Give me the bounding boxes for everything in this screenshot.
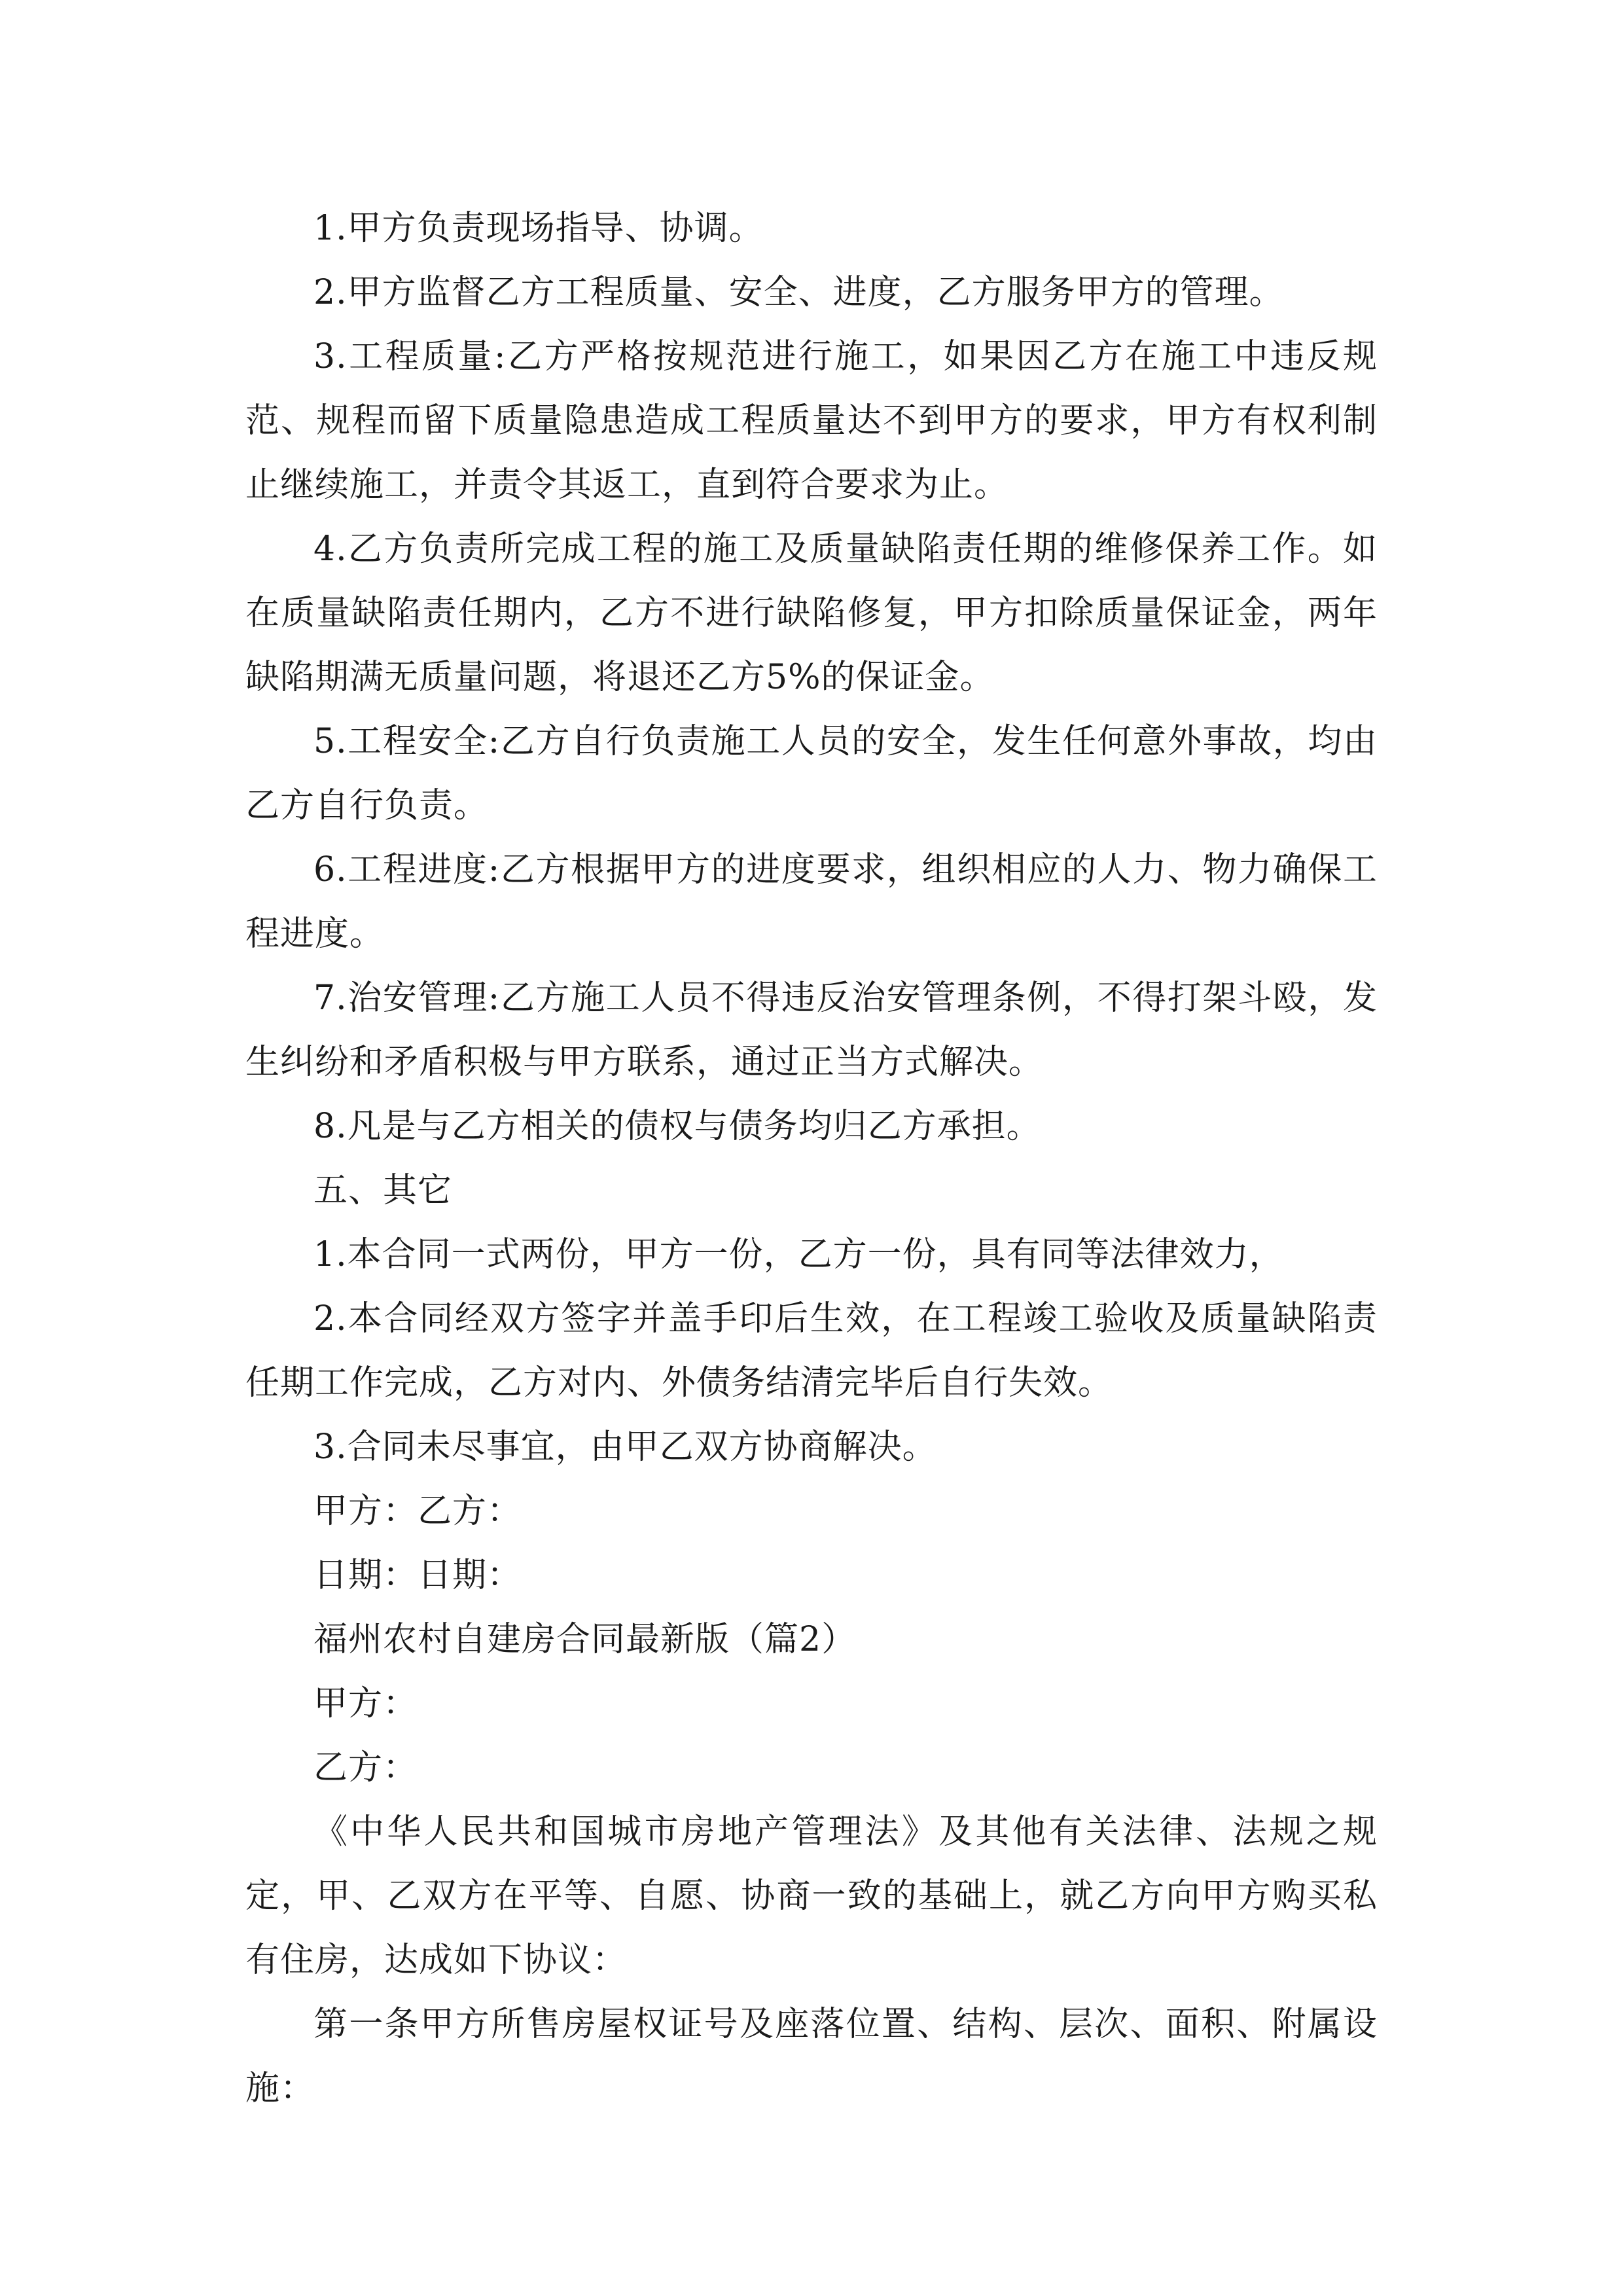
clause-5-safety: 5.工程安全:乙方自行负责施工人员的安全，发生任何意外事故，均由乙方自行负责。: [245, 722, 1378, 825]
clause-4-maintenance: 4.乙方负责所完成工程的施工及质量缺陷责任期的维修保养工作。如在质量缺陷责任期内，乙方不进行缺陷修复，甲方扣除质量保证金，两年缺陷期满无质量问题，将退还乙方5%的保证金。: [245, 529, 1378, 697]
party-b-label: 乙方：: [313, 1748, 418, 1787]
section-heading-other: 五、其它: [313, 1171, 453, 1210]
other-clause-3: 3.合同未尽事宜，由甲乙双方协商解决。: [313, 1427, 937, 1467]
article-1: 第一条甲方所售房屋权证号及座落位置、结构、层次、面积、附属设施：: [245, 2005, 1378, 2108]
contract-2-title: 福州农村自建房合同最新版（篇2）: [313, 1620, 857, 1659]
document-body: [245, 196, 1378, 2121]
clause-7-security: 7.治安管理:乙方施工人员不得违反治安管理条例，不得打架斗殴，发生纠纷和矛盾积极与甲方联系，通过正当方式解决。: [245, 978, 1378, 1082]
clause-6-progress: 6.工程进度:乙方根据甲方的进度要求，组织相应的人力、物力确保工程进度。: [245, 850, 1378, 954]
clause-8-debts: 8.凡是与乙方相关的债权与债务均归乙方承担。: [313, 1107, 1041, 1146]
other-clause-2: 2.本合同经双方签字并盖手印后生效，在工程竣工验收及质量缺陷责任期工作完成，乙方对内、外债务结清完毕后自行失效。: [245, 1299, 1378, 1403]
clause-2-supervision: 2.甲方监督乙方工程质量、安全、进度，乙方服务甲方的管理。: [313, 273, 1284, 312]
signature-parties: 甲方：乙方：: [313, 1492, 522, 1531]
other-clause-1: 1.本合同一式两份，甲方一份，乙方一份，具有同等法律效力，: [313, 1235, 1284, 1274]
preamble: 《中华人民共和国城市房地产管理法》及其他有关法律、法规之规定，甲、乙双方在平等、自愿、协商一致的基础上，就乙方向甲方购买私有住房，达成如下协议：: [245, 1812, 1378, 1980]
clause-1-guidance: 1.甲方负责现场指导、协调。: [313, 209, 764, 248]
signature-dates: 日期：日期：: [313, 1556, 522, 1595]
party-a-label: 甲方：: [313, 1684, 418, 1723]
clause-3-quality: 3.工程质量:乙方严格按规范进行施工，如果因乙方在施工中违反规范、规程而留下质量隐患造成工程质量达不到甲方的要求，甲方有权利制止继续施工，并责令其返工，直到符合要求为止。: [245, 337, 1378, 505]
